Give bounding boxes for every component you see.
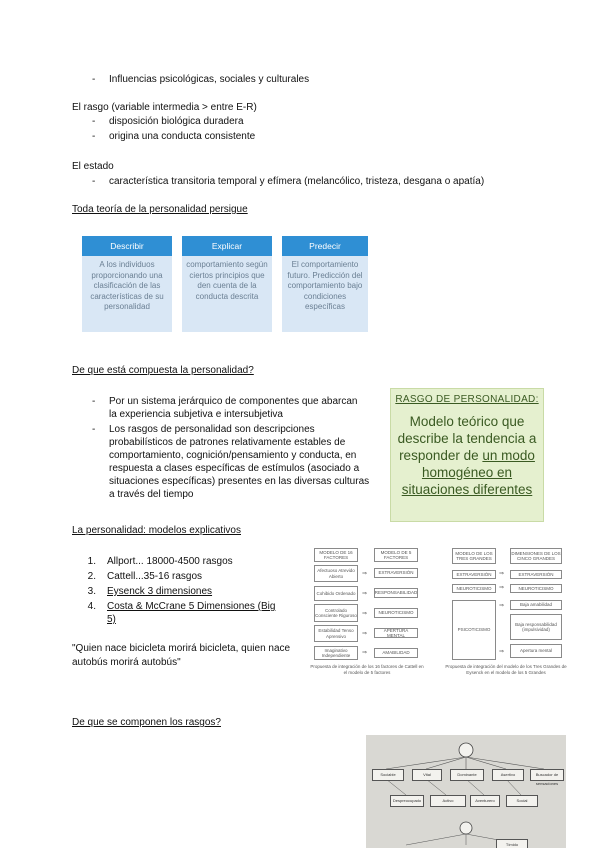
- list-number: 2.: [87, 571, 96, 582]
- rasgos-heading: De que se componen los rasgos?: [72, 717, 221, 728]
- trait-box: Vital: [412, 769, 442, 781]
- estado-item: característica transitoria temporal y efímera (melancólico, tristeza, desgana o apatía): [109, 176, 485, 187]
- bullet-dash: -: [92, 116, 96, 127]
- diagram-16-row: Estabilidad Tenso Aprensivo: [314, 625, 358, 642]
- arrow-icon: ⇒: [499, 571, 505, 577]
- bullet-dash: -: [92, 176, 96, 187]
- rasgo-definition-box: [390, 388, 544, 522]
- list-number: 1.: [87, 556, 96, 567]
- estado-title: El estado: [72, 161, 114, 172]
- arrow-icon: ⇒: [362, 631, 368, 637]
- trait-box: Sociable: [372, 769, 404, 781]
- rasgo-definition-title: RASGO DE PERSONALIDAD:: [395, 394, 539, 405]
- quote: "Quien nace bicicleta morirá bicicleta, quien nace autobús morirá autobús": [72, 643, 291, 668]
- diagram-5-row: APERTURA MENTAL: [374, 628, 418, 638]
- list-number: 3.: [87, 586, 96, 597]
- modelo-item: Allport... 18000-4500 rasgos: [107, 556, 233, 567]
- diagram-16-row: Controlado Consciente Riguroso: [314, 604, 358, 622]
- card-predecir-body: El comportamiento futuro. Predicción del comportamiento bajo condiciones específicas: [282, 256, 368, 332]
- arrow-icon: ⇒: [362, 611, 368, 617]
- diagram-fivebig-row: Apertura mental: [510, 644, 562, 658]
- arrow-icon: ⇒: [499, 649, 505, 655]
- card-explicar-body: comportamiento según ciertos principios que den cuenta de la conducta descrita: [182, 256, 272, 332]
- diagram-left-caption: Propuesta de integración de los 16 factores de Cattell en el modelo de 5 factores: [310, 664, 424, 675]
- factor-models-diagram: [308, 540, 570, 680]
- rasgo-definition-underlined: un modo homogéneo en situaciones diferentes: [401, 448, 535, 497]
- compuesta-item: Los rasgos de personalidad son descripciones probabilísticos de patrones relativamente estables de comportamiento, cognición/pensamiento y conducta, en respuesta a clases específicas de estímulos (asociado a situaciones específicas) presentes en las diversas culturas a través del tiempo: [109, 424, 370, 500]
- arrow-icon: ⇒: [362, 650, 368, 656]
- hierarchy-lines: [366, 735, 566, 848]
- arrow-icon: ⇒: [499, 603, 505, 609]
- bullet-dash: -: [92, 424, 96, 435]
- diagram-three-row: NEUROTICISMO: [452, 584, 496, 593]
- top-bullet-text: Influencias psicológicas, sociales y culturales: [109, 74, 310, 85]
- diagram-fivebig-row: Baja amabilidad: [510, 600, 562, 610]
- rasgo-title: El rasgo (variable intermedia > entre E-R): [72, 102, 257, 113]
- bullet-dash: -: [92, 74, 96, 85]
- diagram-head-five-big: DIMENSIONES DE LOS CINCO GRANDES: [510, 548, 562, 564]
- rasgo-definition-text: [391, 413, 543, 498]
- teoria-heading: Toda teoría de la personalidad persigue: [72, 204, 248, 215]
- diagram-fivebig-row: Baja responsabilidad (impulsividad): [510, 614, 562, 640]
- diagram-5-row: RESPONSABILIDAD: [374, 588, 418, 598]
- card-explicar-title: Explicar: [182, 236, 272, 256]
- diagram-fivebig-row: NEUROTICISMO: [510, 584, 562, 593]
- traits-hierarchy-photo: [366, 735, 566, 848]
- trait-box: Tímido: [496, 839, 528, 848]
- modelo-item: Cattell...35-16 rasgos: [107, 571, 203, 582]
- trait-box: Buscador de sensaciones: [530, 769, 564, 781]
- trait-box: Despreocupado: [390, 795, 424, 807]
- diagram-16-row: Afectuoso Atrevido Abierto: [314, 565, 358, 582]
- diagram-fivebig-row: EXTRAVERSIÓN: [510, 570, 562, 579]
- arrow-icon: ⇒: [362, 591, 368, 597]
- card-predecir-title: Predecir: [282, 236, 368, 256]
- diagram-head-three: MODELO DE LOS TRES GRANDES: [452, 548, 496, 564]
- card-describir-body: A los individuos proporcionando una clasificación de las características de su personalidad: [82, 256, 172, 332]
- rasgo-definition-plain: Modelo teórico que describe la tendencia a responder de: [397, 414, 537, 463]
- diagram-5-row: AMABILIDAD: [374, 648, 418, 658]
- trait-box: Activo: [430, 795, 466, 807]
- list-number: 4.: [87, 601, 96, 612]
- trait-box: Dominante: [450, 769, 484, 781]
- card-describir-title: Describir: [82, 236, 172, 256]
- trait-box: Asertivo: [492, 769, 524, 781]
- arrow-icon: ⇒: [499, 585, 505, 591]
- bullet-dash: -: [92, 396, 96, 407]
- diagram-three-row: PSICOTICISMO: [452, 600, 496, 660]
- diagram-right-caption: Propuesta de integración del modelo de los Tres Grandes de Eysenck en el modelo de los 5 Grandes: [445, 664, 567, 675]
- diagram-16-row: Cohibido Ordenado: [314, 586, 358, 601]
- modelo-item-link[interactable]: Costa & McCrane 5 Dimensiones (Big 5): [107, 601, 276, 625]
- trait-box: Social: [506, 795, 538, 807]
- arrow-icon: ⇒: [362, 571, 368, 577]
- diagram-5-row: NEUROTICISMO: [374, 608, 418, 618]
- diagram-three-row: EXTRAVERSIÓN: [452, 570, 496, 579]
- diagram-head-16: MODELO DE 16 FACTORES: [314, 548, 358, 562]
- bullet-dash: -: [92, 131, 96, 142]
- compuesta-item: Por un sistema jerárquico de componentes que abarcan la experiencia subjetiva e intersubjetiva: [109, 396, 358, 420]
- diagram-5-row: EXTRAVERSIÓN: [374, 568, 418, 578]
- modelos-heading: La personalidad: modelos explicativos: [72, 525, 241, 536]
- diagram-head-5: MODELO DE 5 FACTORES: [374, 548, 418, 562]
- compuesta-heading: De que está compuesta la personalidad?: [72, 365, 254, 376]
- trait-box: Aventurero: [470, 795, 500, 807]
- rasgo-item: disposición biológica duradera: [109, 116, 244, 127]
- diagram-16-row: Imaginativo Independiente: [314, 646, 358, 660]
- rasgo-item: origina una conducta consistente: [109, 131, 256, 142]
- modelo-item-link[interactable]: Eysenck 3 dimensiones: [107, 586, 213, 597]
